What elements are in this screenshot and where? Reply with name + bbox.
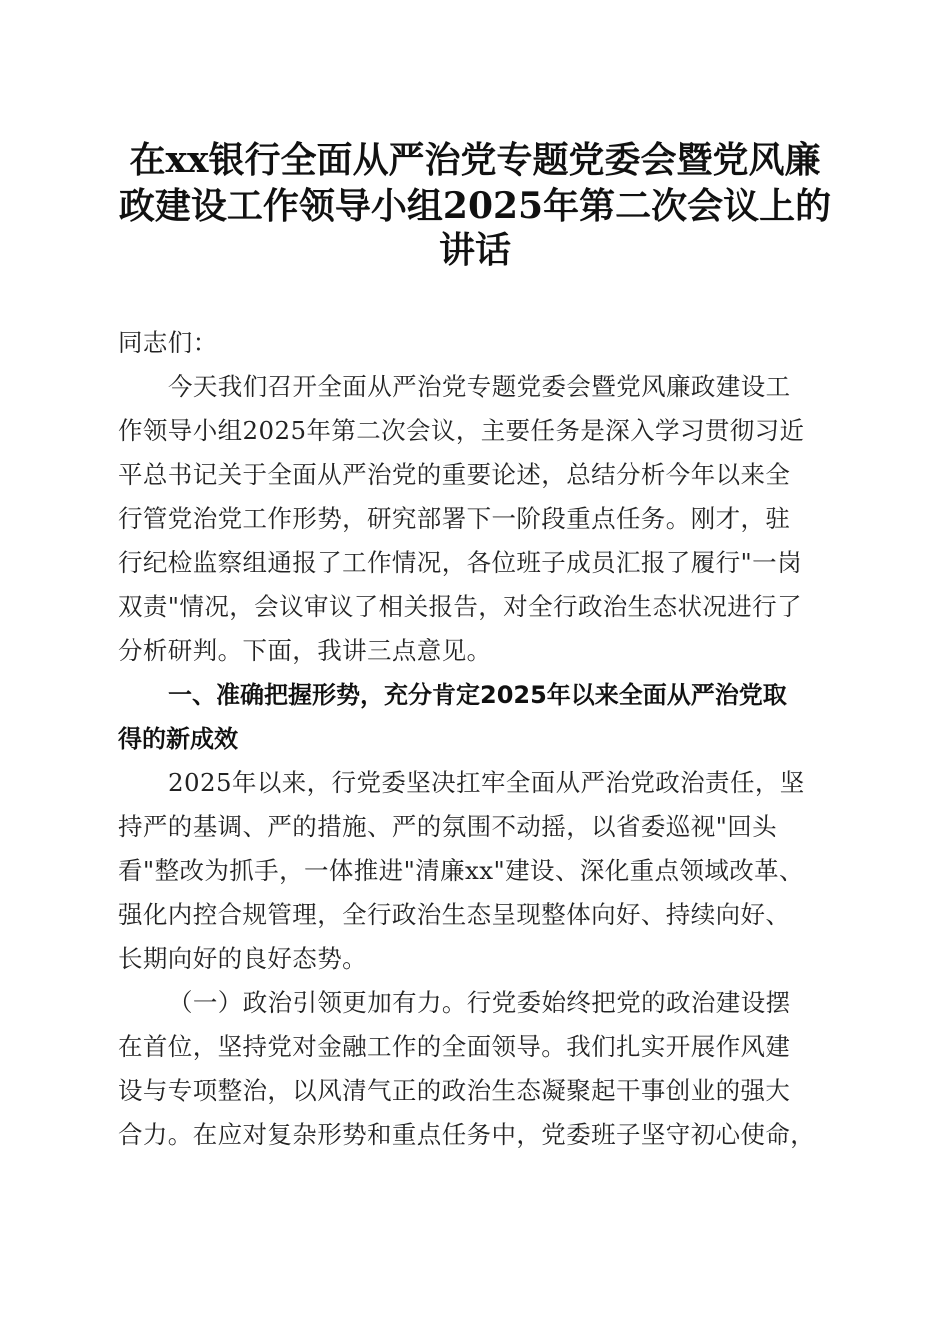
paragraph-line: 合力。在应对复杂形势和重点任务中，党委班子坚守初心使命，	[118, 1120, 816, 1149]
section-heading-line: 得的新成效	[118, 725, 238, 753]
paragraph-line: 平总书记关于全面从严治党的重要论述，总结分析今年以来全	[118, 460, 791, 489]
section-heading-line: 一、准确把握形势，充分肯定2025年以来全面从严治党取	[168, 681, 787, 709]
paragraph-line: 在首位，坚持党对金融工作的全面领导。我们扎实开展作风建	[118, 1032, 791, 1061]
paragraph-line: （一）政治引领更加有力。行党委始终把党的政治建设摆	[168, 988, 791, 1017]
paragraph-line: 分析研判。下面，我讲三点意见。	[118, 636, 492, 665]
paragraph-line: 行纪检监察组通报了工作情况，各位班子成员汇报了履行"一岗	[118, 548, 802, 577]
salutation: 同志们：	[118, 328, 218, 357]
document-title-line-1: 在xx银行全面从严治党专题党委会暨党风廉	[129, 139, 821, 181]
document-title-line-2: 政建设工作领导小组2025年第二次会议上的	[118, 185, 832, 227]
paragraph-line: 双责"情况，会议审议了相关报告，对全行政治生态状况进行了	[118, 592, 802, 621]
document-title-line-3: 讲话	[438, 229, 511, 271]
paragraph-line: 设与专项整治，以风清气正的政治生态凝聚起干事创业的强大	[118, 1076, 791, 1105]
paragraph-line: 2025年以来，行党委坚决扛牢全面从严治党政治责任，坚	[168, 768, 805, 797]
paragraph-line: 作领导小组2025年第二次会议，主要任务是深入学习贯彻习近	[118, 416, 805, 445]
paragraph-line: 行管党治党工作形势，研究部署下一阶段重点任务。刚才，驻	[118, 504, 791, 533]
paragraph-line: 持严的基调、严的措施、严的氛围不动摇，以省委巡视"回头	[118, 812, 778, 841]
paragraph-line: 长期向好的良好态势。	[118, 944, 367, 973]
paragraph-line: 强化内控合规管理，全行政治生态呈现整体向好、持续向好、	[118, 900, 791, 929]
paragraph-line: 看"整改为抓手，一体推进"清廉xx"建设、深化重点领域改革、	[118, 856, 804, 885]
paragraph-line: 今天我们召开全面从严治党专题党委会暨党风廉政建设工	[168, 372, 791, 401]
